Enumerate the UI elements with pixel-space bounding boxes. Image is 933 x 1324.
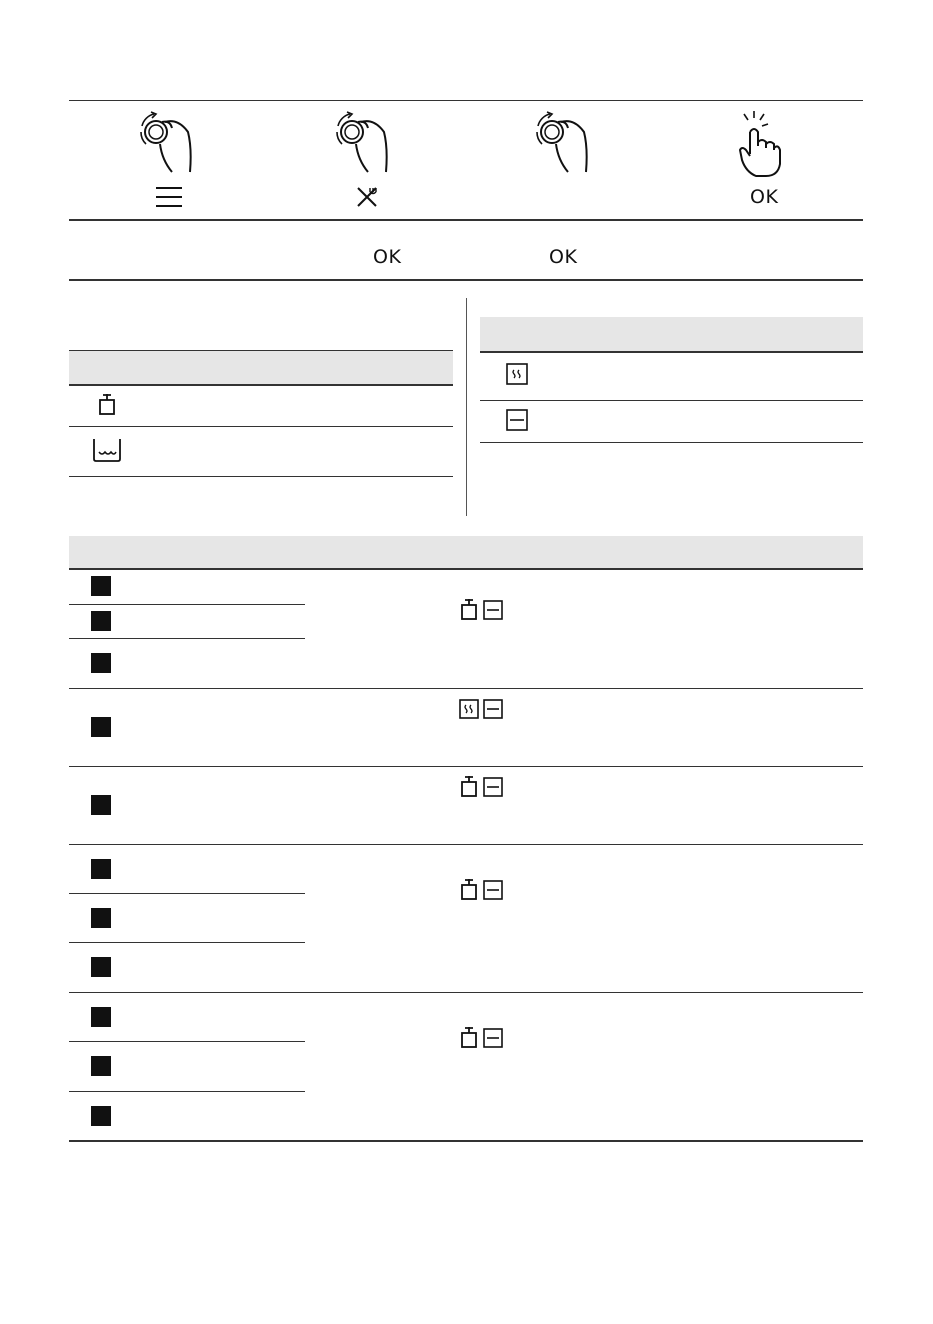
row-marker: [91, 1056, 111, 1076]
left-table-header: [69, 351, 453, 385]
steps-bottom-rule: [69, 279, 863, 281]
sub-row-rule: [69, 942, 305, 943]
bottom-heat-icon: [482, 878, 504, 902]
row-marker: [91, 1007, 111, 1027]
top-heat-icon: [458, 697, 480, 721]
touch-icon: [736, 110, 786, 178]
row-marker: [91, 859, 111, 879]
right-table-row-rule: [480, 400, 863, 401]
sub-row-rule: [69, 1091, 305, 1092]
steam-tray-icon: [97, 393, 117, 417]
row-marker: [91, 717, 111, 737]
water-bath-icon: [92, 437, 122, 463]
row-marker: [91, 653, 111, 673]
row-marker: [91, 957, 111, 977]
turn-knob-icon: [132, 108, 194, 178]
main-table-bottom-rule: [69, 1140, 863, 1142]
group-rule: [69, 688, 863, 689]
steam-tray-icon: [458, 878, 480, 902]
turn-knob-icon: [328, 108, 390, 178]
step-ok-label: OK: [750, 186, 779, 208]
bottom-heat-icon: [482, 1026, 504, 1050]
steam-tray-icon: [458, 775, 480, 799]
sub-row-rule: [69, 893, 305, 894]
row-marker: [91, 1106, 111, 1126]
confirm-ok-label-2: OK: [549, 246, 578, 268]
column-divider: [466, 298, 467, 516]
right-table-header-rule: [480, 351, 863, 353]
left-table-row-rule: [69, 426, 453, 427]
left-table-bottom-rule: [69, 476, 453, 477]
group-rule: [69, 766, 863, 767]
main-table-header: [69, 536, 863, 568]
bottom-heat-icon: [482, 697, 504, 721]
right-table-bottom-rule: [480, 442, 863, 443]
steps-top-rule: [69, 100, 863, 101]
cutlery-icon: [356, 186, 378, 208]
sub-row-rule: [69, 638, 305, 639]
sub-row-rule: [69, 1041, 305, 1042]
bottom-heat-icon: [506, 409, 528, 431]
main-table-header-rule: [69, 568, 863, 570]
confirm-ok-label-1: OK: [373, 246, 402, 268]
right-table-header: [480, 317, 863, 351]
steps-middle-rule: [69, 219, 863, 221]
sub-row-rule: [69, 604, 305, 605]
row-marker: [91, 908, 111, 928]
turn-knob-icon: [528, 108, 590, 178]
left-table-header-rule: [69, 384, 453, 386]
steam-tray-icon: [458, 598, 480, 622]
group-rule: [69, 992, 863, 993]
row-marker: [91, 795, 111, 815]
steam-tray-icon: [458, 1026, 480, 1050]
menu-icon: [156, 186, 182, 208]
group-rule: [69, 844, 863, 845]
top-heat-icon: [506, 363, 528, 385]
bottom-heat-icon: [482, 598, 504, 622]
row-marker: [91, 611, 111, 631]
bottom-heat-icon: [482, 775, 504, 799]
row-marker: [91, 576, 111, 596]
